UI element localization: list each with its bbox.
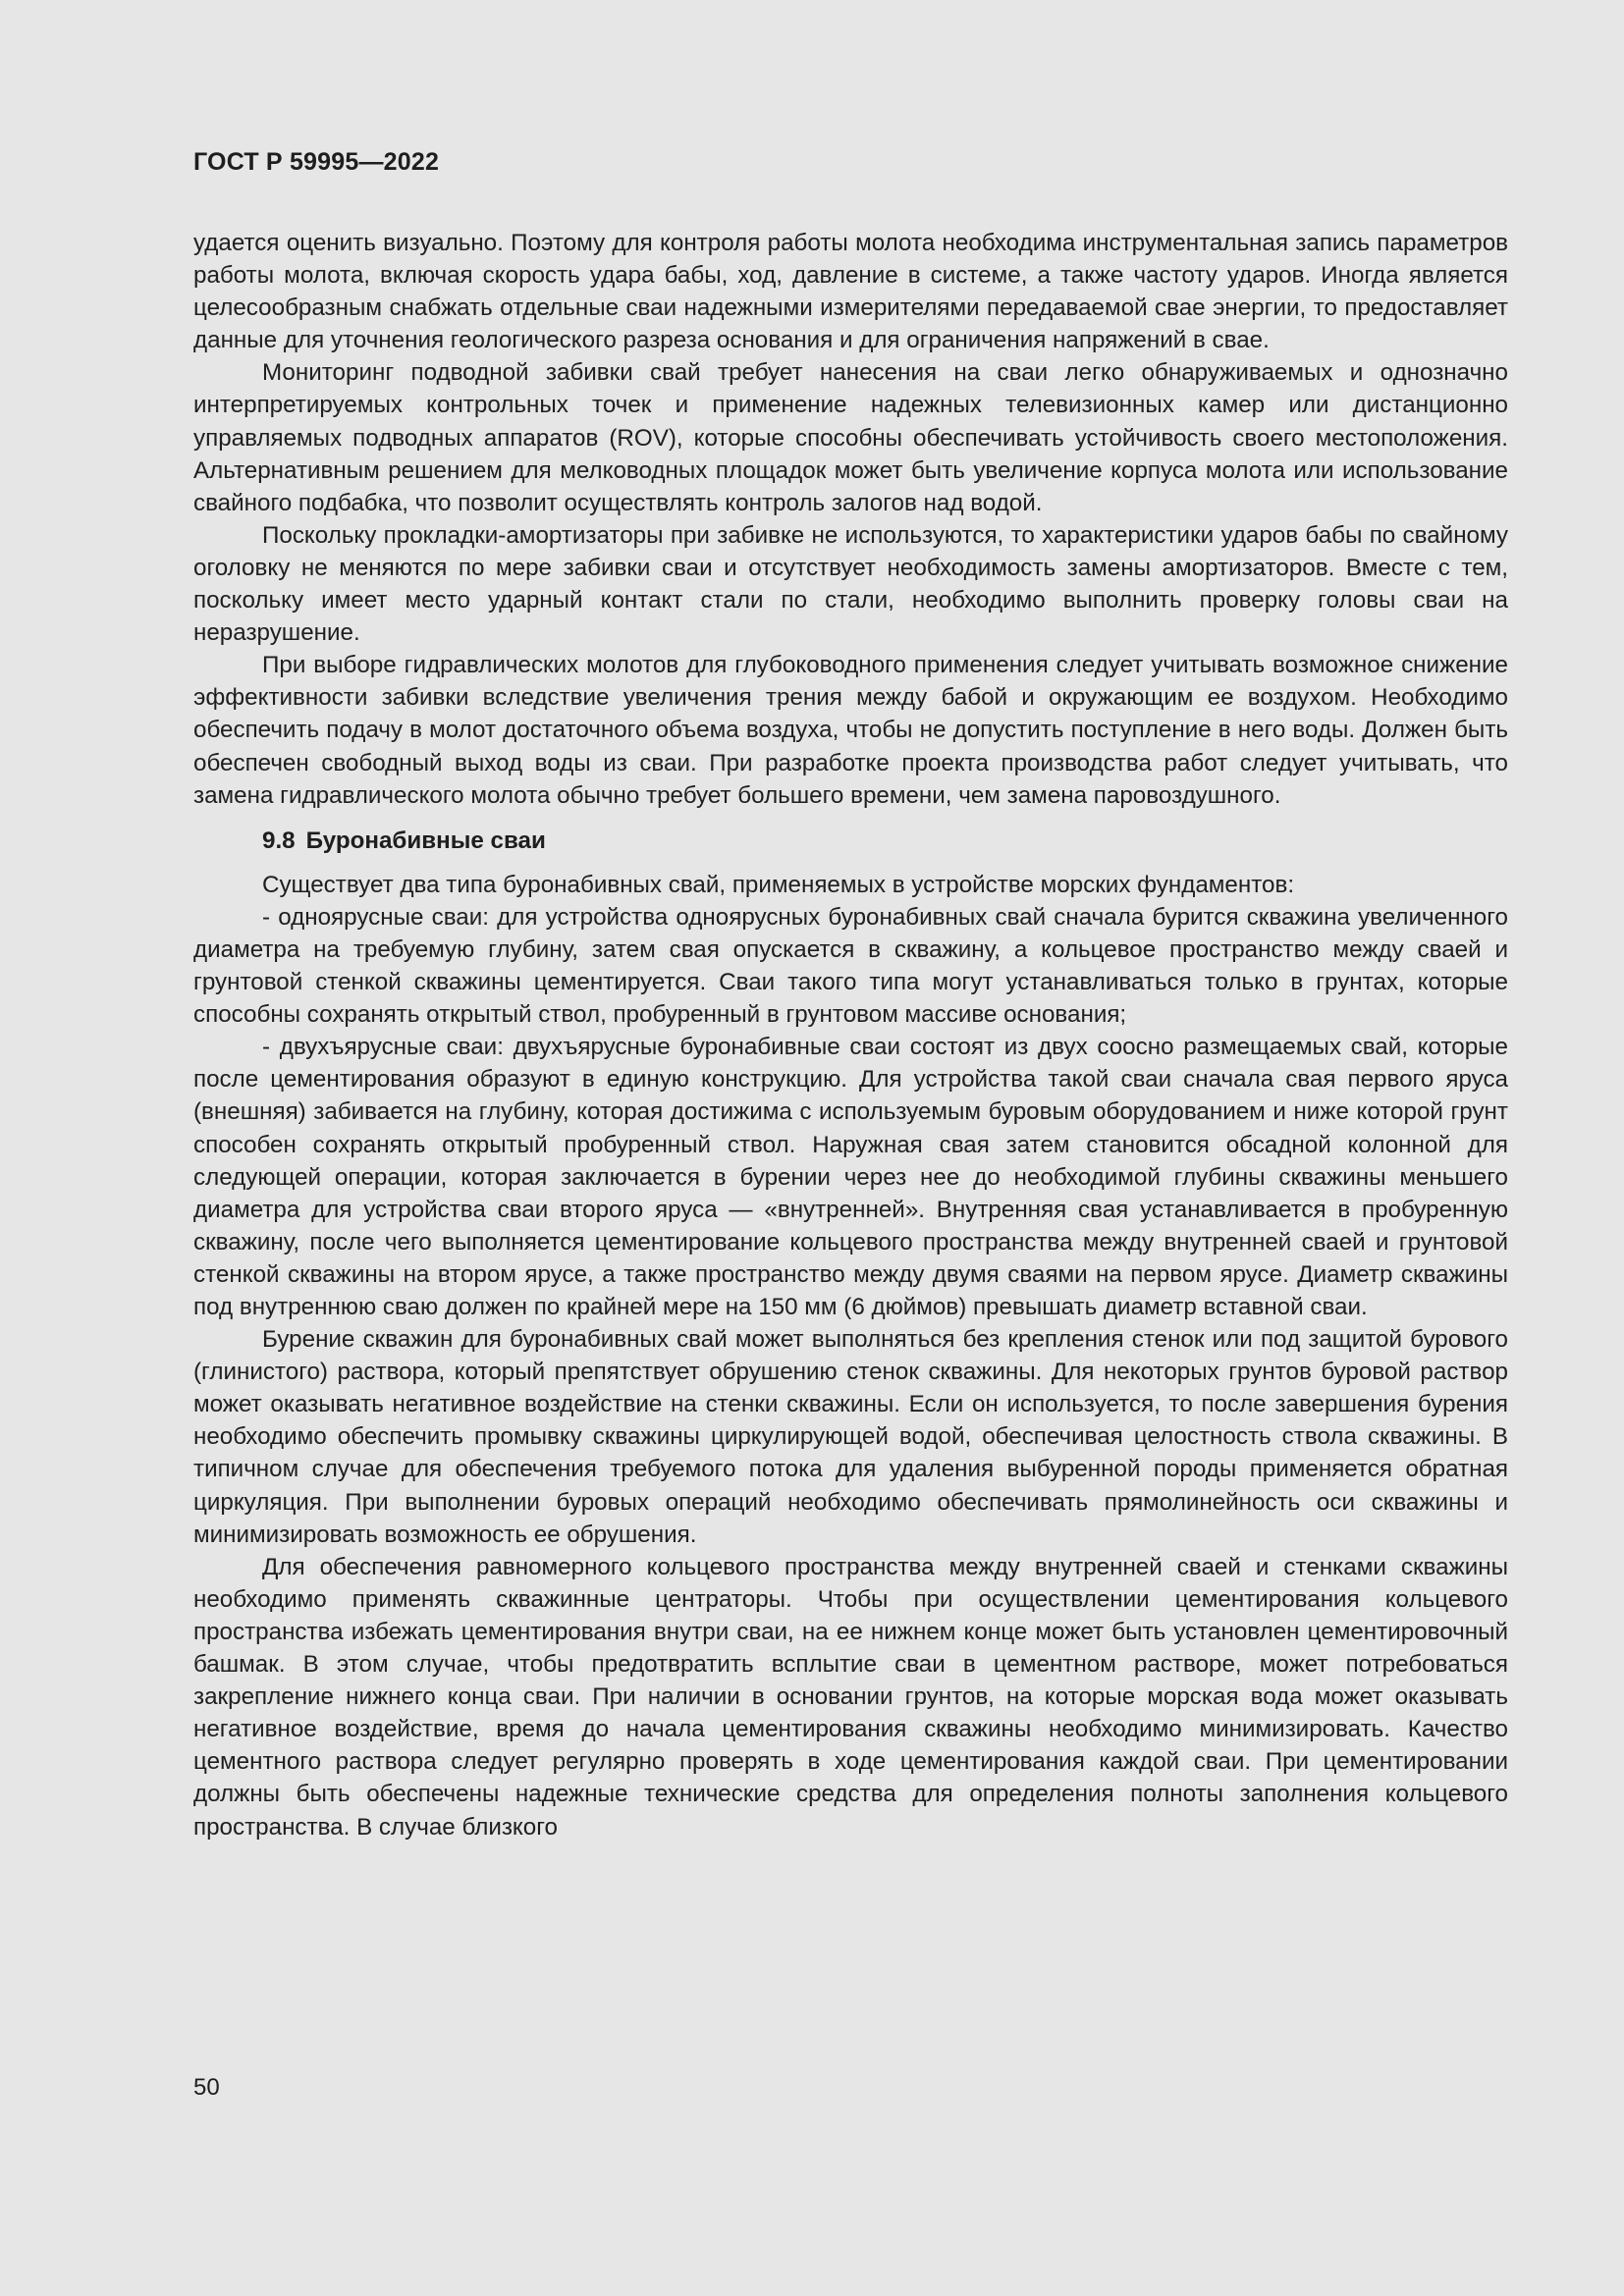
paragraph: Поскольку прокладки-амортизаторы при забивке не используются, то характеристики ударов бабы по свайному оголовку не меняются по мере забивки сваи и отсутствует необходимость замены амортизаторов. Вместе с тем, поскольку имеет место ударный контакт стали по стали, необходимо выполнить проверку головы сваи на неразрушение. bbox=[193, 521, 1508, 647]
section-heading bbox=[193, 825, 1508, 857]
list-item: - двухъярусные сваи: двухъярусные буронабивные сваи состоят из двух соосно размещаемых свай, которые после цементирования образуют в единую конструкцию. Для устройства такой сваи сначала свая первого яруса (внешняя) забивается на глубину, которая достижима с используемым буровым оборудованием и ниже которой грунт способен сохранять открытый пробуренный ствол. Наружная свая затем становится обсадной колонной для следующей операции, которая заключается в бурении через нее до необходимой глубины скважины меньшего диаметра для устройства сваи второго яруса — «внутренней». Внутренняя свая устанавливается в пробуренную скважину, после чего выполняется цементирование кольцевого пространства между внутренней сваей и грунтовой стенкой скважины на втором ярусе, а также пространство между двумя сваями на первом ярусе. Диаметр скважины под внутреннюю сваю должен по крайней мере на 150 мм (6 дюймов) превышать диаметр вставной сваи. bbox=[193, 1034, 1508, 1320]
section-number: 9.8 bbox=[262, 827, 296, 854]
body-text bbox=[193, 227, 1508, 1843]
paragraph: Существует два типа буронабивных свай, применяемых в устройстве морских фундаментов: bbox=[262, 871, 1295, 898]
paragraph: удается оценить визуально. Поэтому для контроля работы молота необходима инструментальная запись параметров работы молота, включая скорость удара бабы, ход, давление в системе, а также частоту ударов. Иногда является целесообразным снабжать отдельные сваи надежными измерителями передаваемой свае энергии, то предоставляет данные для уточнения геологического разреза основания и для ограничения напряжений в свае. bbox=[193, 230, 1508, 354]
paragraph: Для обеспечения равномерного кольцевого пространства между внутренней сваей и стенками скважины необходимо применять скважинные центраторы. Чтобы при осуществлении цементирования кольцевого пространства избежать цементирования внутри сваи, на ее нижнем конце может быть установлен цементировочный башмак. В этом случае, чтобы предотвратить всплытие сваи в цементном растворе, может потребоваться закрепление нижнего конца сваи. При наличии в основании грунтов, на которые морская вода может оказывать негативное воздействие, время до начала цементирования скважины необходимо минимизировать. Качество цементного раствора следует регулярно проверять в ходе цементирования каждой сваи. При цементировании должны быть обеспечены надежные технические средства для определения полноты заполнения кольцевого пространства. В случае близкого bbox=[193, 1553, 1508, 1841]
paragraph: Мониторинг подводной забивки свай требует нанесения на сваи легко обнаруживаемых и однозначно интерпретируемых контрольных точек и применение надежных телевизионных камер или дистанционно управляемых подводных аппаратов (ROV), которые способны обеспечивать устойчивость своего местоположения. Альтернативным решением для мелководных площадок может быть увеличение корпуса молота или использование свайного подбабка, что позволит осуществлять контроль залогов над водой. bbox=[193, 359, 1508, 516]
paragraph: Бурение скважин для буронабивных свай может выполняться без крепления стенок или под защитой бурового (глинистого) раствора, который препятствует обрушению стенок скважины. Для некоторых грунтов буровой раствор может оказывать негативное воздействие на стенки скважины. Если он используется, то после завершения бурения необходимо обеспечить промывку скважины циркулирующей водой, обеспечивая целостность ствола скважины. В типичном случае для обеспечения требуемого потока для удаления выбуренной породы применяется обратная циркуляция. При выполнении буровых операций необходимо обеспечивать прямолинейность оси скважины и минимизировать возможность ее обрушения. bbox=[193, 1326, 1508, 1548]
section-title: Буронабивные сваи bbox=[305, 827, 546, 854]
page-number: 50 bbox=[193, 2074, 220, 2101]
paragraph: При выборе гидравлических молотов для глубоководного применения следует учитывать возможное снижение эффективности забивки вследствие увеличения трения между бабой и окружающим ее воздухом. Необходимо обеспечить подачу в молот достаточного объема воздуха, чтобы не допустить поступление в него воды. Должен быть обеспечен свободный выход воды из сваи. При разработке проекта производства работ следует учитывать, что замена гидравлического молота обычно требует большего времени, чем замена паровоздушного. bbox=[193, 652, 1508, 809]
list-item: - одноярусные сваи: для устройства одноярусных буронабивных свай сначала бурится скважина увеличенного диаметра на требуемую глубину, затем свая опускается в скважину, а кольцевое пространство между сваей и грунтовой стенкой скважины цементируется. Сваи такого типа могут устанавливаться только в грунтах, которые способны сохранять открытый ствол, пробуренный в грунтовом массиве основания; bbox=[193, 903, 1508, 1029]
document-code-header: ГОСТ Р 59995—2022 bbox=[193, 148, 440, 176]
